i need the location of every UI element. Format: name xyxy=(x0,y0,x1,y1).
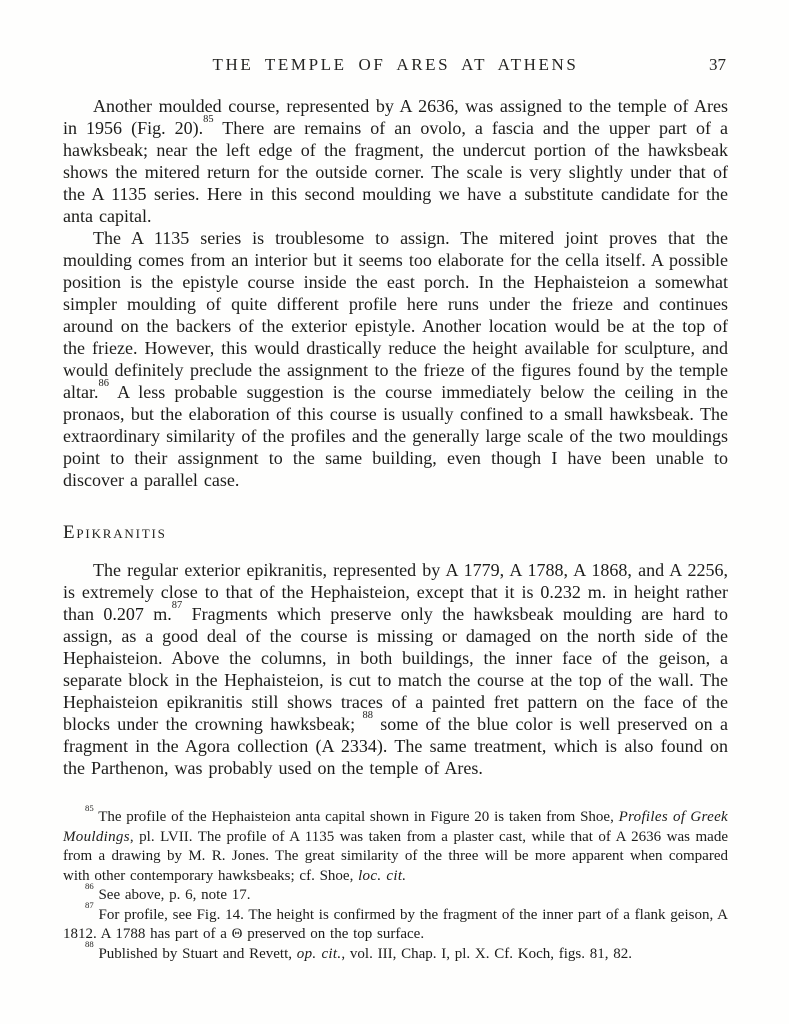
paragraph-moulded-course: Another moulded course, represented by A 2636, was assigned to the temple of Ares in 1956 (Fig. 20).$^{85}$ There are remains of an ovolo, a fascia and the upper part of a hawksbeak; near the left edge of the fragment, the undercut portion of the hawksbeak shows the mitered return for the outside corner. The scale is very slightly under that of the A 1135 series. Here in this second moulding we have a substitute candidate for the anta capital. xyxy=(63,96,728,226)
footnote-reference: 85 xyxy=(203,114,214,125)
footnote-85: $^{85}$ The profile of the Hephaisteion anta capital shown in Figure 20 is taken from Shoe, Profiles of Greek Mouldings, pl. LVII. The profile of A 1135 was taken from a plaster cast, while that of A 2636 was made from a drawing by M. R. Jones. The great similarity of the three will be more apparent when compared with other contemporary hawksbeaks; cf. Shoe, loc. cit. xyxy=(63,802,728,884)
footnote-reference: 87 xyxy=(171,600,183,611)
italic-citation: Profiles of Greek Mouldings xyxy=(63,809,728,845)
italic-citation: op. cit. xyxy=(296,945,342,962)
section-heading-epikranitis: Epikranitis xyxy=(63,522,167,543)
footnote-reference: 85 xyxy=(85,802,94,813)
footnote-reference: 88 xyxy=(85,939,94,950)
footnote-87: $^{87}$ For profile, see Fig. 14. The height is confirmed by the fragment of the inner part of a flank geison, A 1812. A 1788 has part of a Θ preserved on the top surface. xyxy=(63,900,728,942)
footnote-reference: 86 xyxy=(85,880,94,891)
footnote-reference: 88 xyxy=(362,710,373,721)
footnote-88: $^{88}$ Published by Stuart and Revett, op. cit., vol. III, Chap. I, pl. X. Cf. Koch, figs. 81, 82. xyxy=(85,939,632,962)
page-header xyxy=(63,55,728,81)
paragraph-a1135-series: The A 1135 series is troublesome to assign. The mitered joint proves that the moulding comes from an interior but it seems too elaborate for the cella itself. A possible position is the epistyle course inside the east porch. In the Hephaisteion a somewhat simpler moulding of quite different profile here runs under the frieze and continues around on the backers of the exterior epistyle. Another location would be at the top of the frieze. However, this would drastically reduce the height available for sculpture, and would definitely preclude the assignment to the frieze of the figures found by the temple altar.$^{86}$ A less probable suggestion is the course immediately below the ceiling in the pronaos, but the elaboration of this course is usually confined to a small hawksbeak. The extraordinary similarity of the profiles and the generally large scale of the two mouldings point to their assignment to the same building, even though I have been unable to discover a parallel case. xyxy=(63,228,728,490)
paragraph-epikranitis: The regular exterior epikranitis, represented by A 1779, A 1788, A 1868, and A 2256, is extremely close to that of the Hephaisteion, except that it is 0.232 m. in height rather than 0.207 m.$^{87}$ Fragments which preserve only the hawksbeak moulding are hard to assign, as a good deal of the course is missing or damaged on the north side of the Hephaisteion. Above the columns, in both buildings, the inner face of the geison, a separate block in the Hephaisteion, is cut to match the course at the top of the wall. The Hephaisteion epikranitis still shows traces of a painted fret pattern on the face of the blocks under the crowning hawksbeak; $^{88}$ some of the blue color is well preserved on a fragment in the Agora collection (A 2334). The same treatment, which is also found on the Parthenon, was probably used on the temple of Ares. xyxy=(63,560,728,778)
italic-citation: loc. cit. xyxy=(358,867,407,884)
running-title: THE TEMPLE OF ARES AT ATHENS xyxy=(212,55,579,74)
footnote-reference: 86 xyxy=(98,378,109,389)
footnote-86: $^{86}$ See above, p. 6, note 17. xyxy=(85,880,251,903)
footnotes-block xyxy=(63,802,728,964)
page-number: 37 xyxy=(709,55,726,74)
main-text xyxy=(63,95,728,779)
footnote-reference: 87 xyxy=(85,900,94,911)
